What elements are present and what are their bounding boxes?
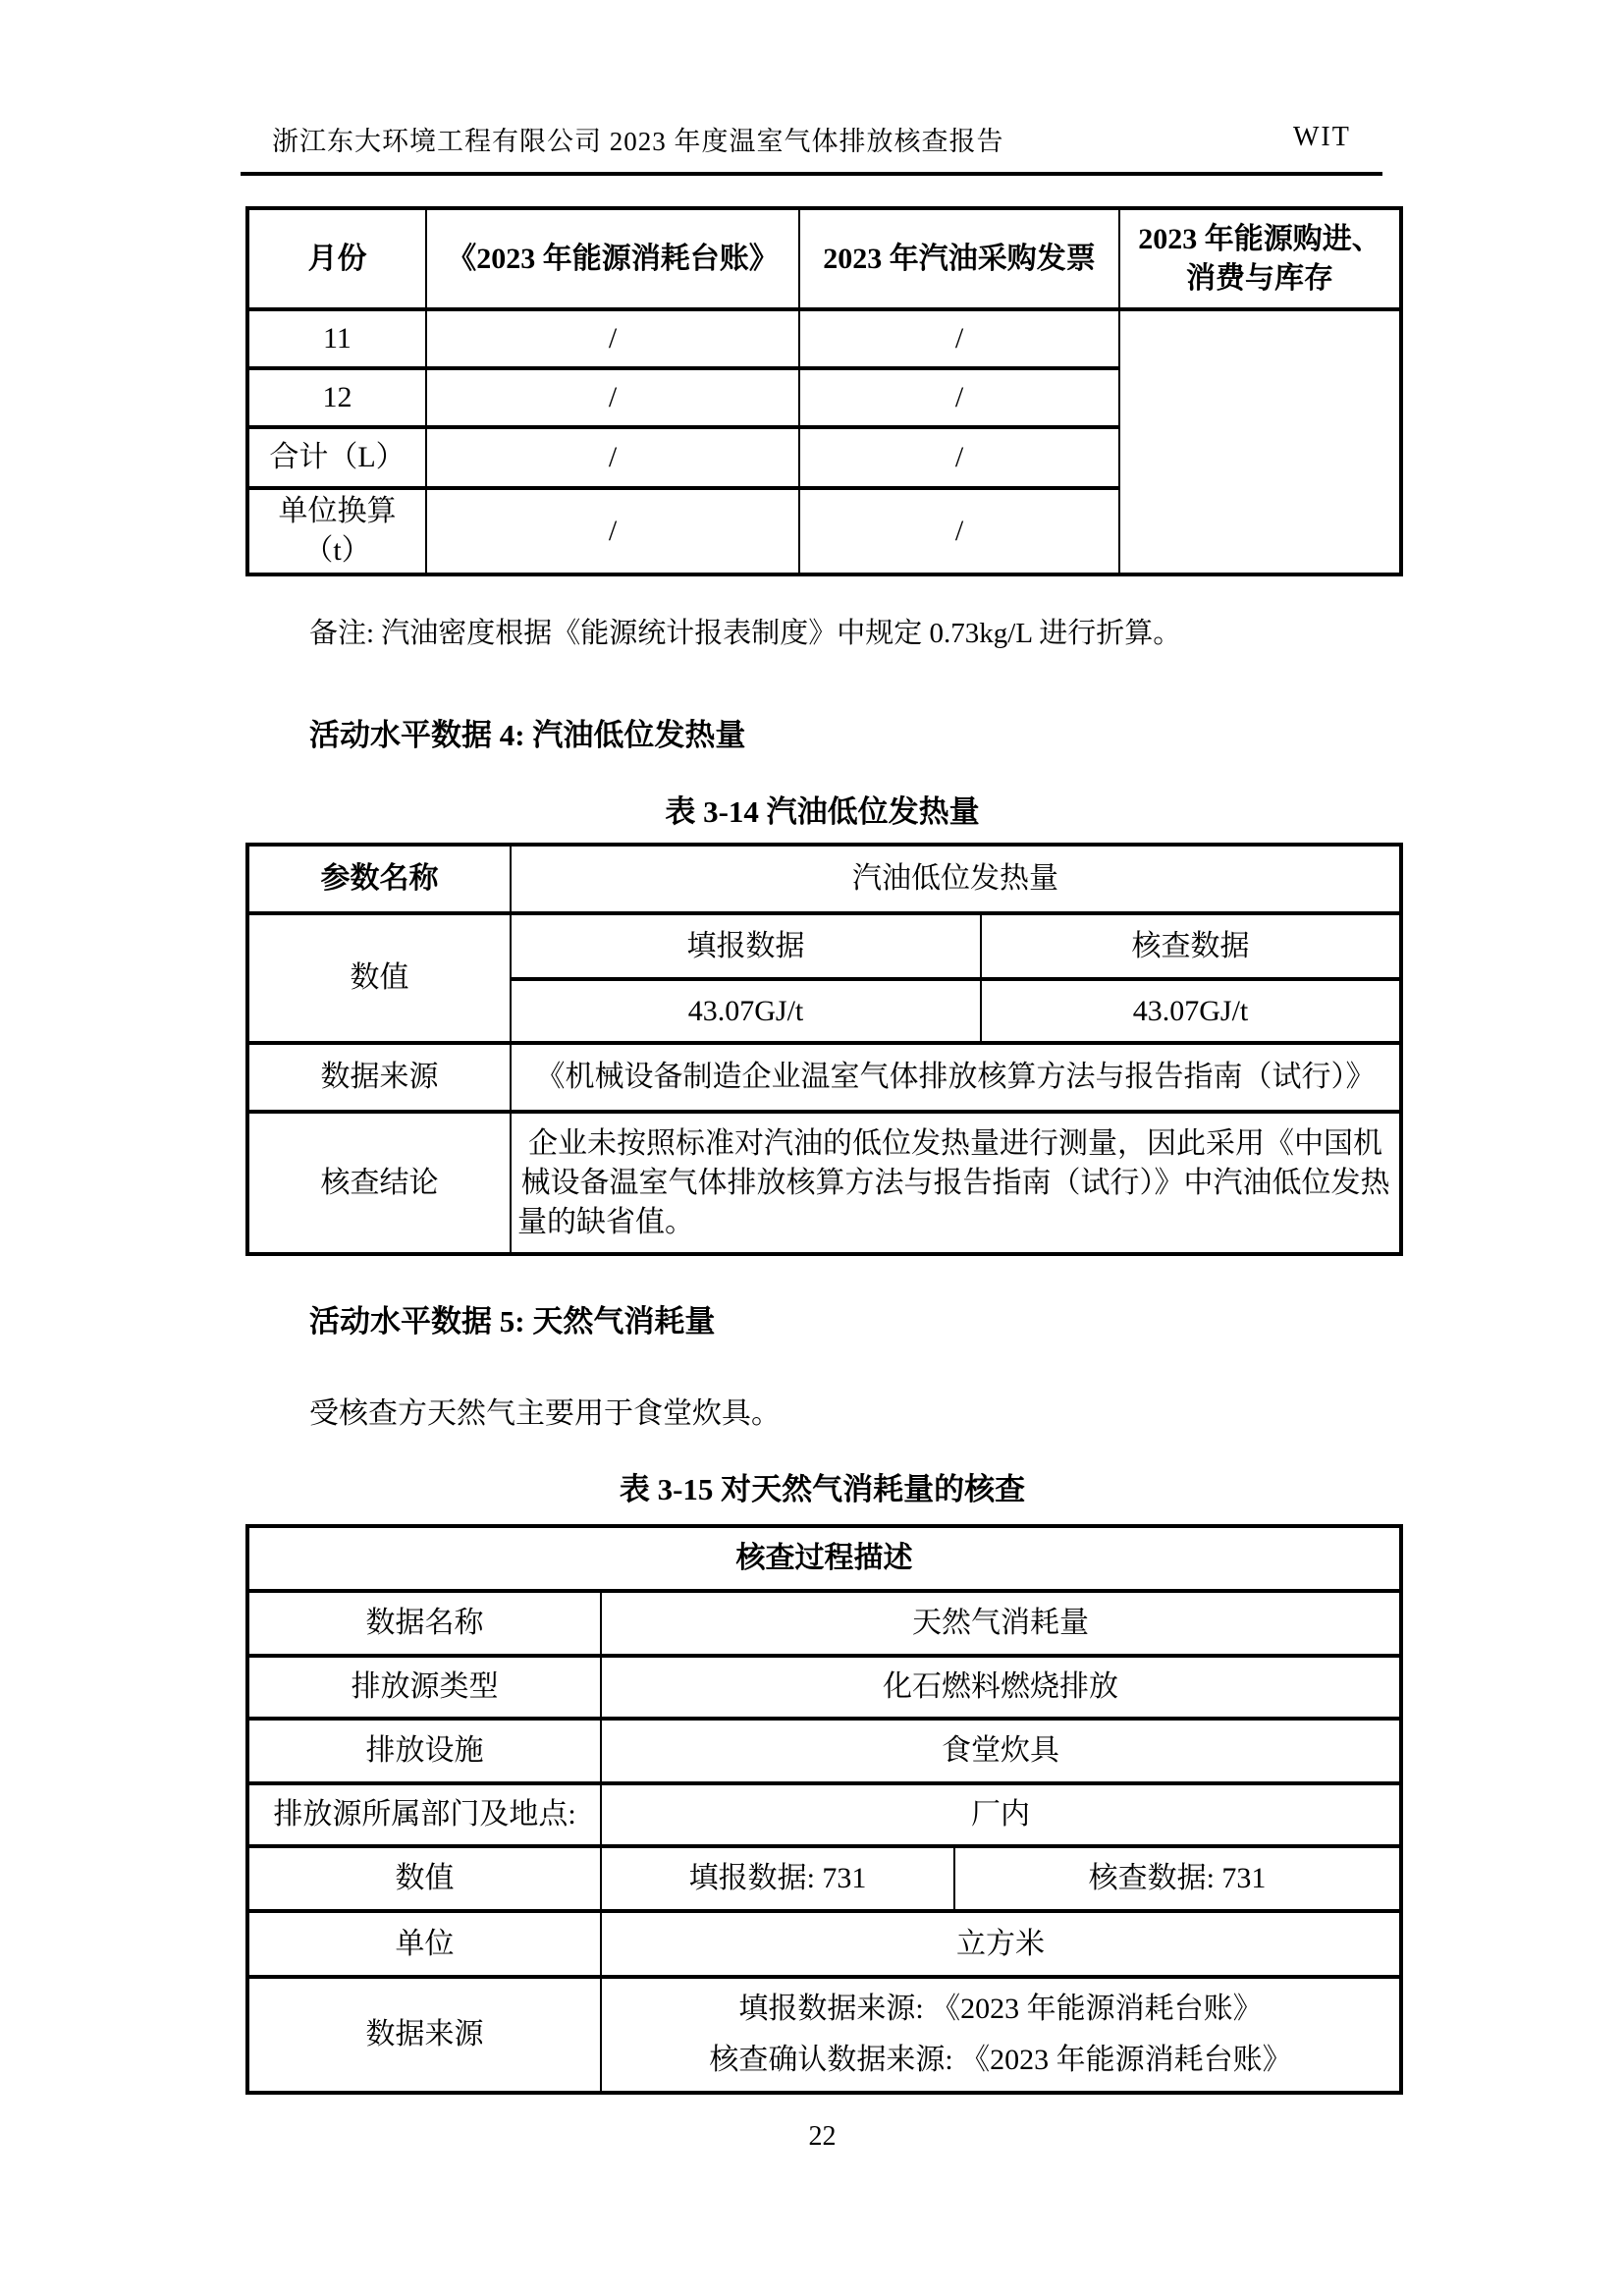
col-header-inventory-line2: 消费与库存 — [1186, 261, 1333, 295]
process-description-header: 核查过程描述 — [247, 1526, 1401, 1591]
unit-conversion-line1: 单位换算 — [278, 495, 397, 527]
table-3-15-title: 表 3-15 对天然气消耗量的核查 — [619, 1472, 1026, 1506]
emission-department-label: 排放源所属部门及地点: — [247, 1783, 601, 1846]
page-header-logo-text: WIT — [1293, 122, 1351, 152]
section-heading-activity-data-4: 活动水平数据 4: 汽油低位发热量 — [309, 718, 746, 752]
verified-data-value: 43.07GJ/t — [981, 979, 1401, 1043]
table-row — [247, 1043, 1401, 1112]
ledger-cell: / — [426, 309, 799, 368]
table-row — [247, 913, 1401, 979]
data-name-label: 数据名称 — [247, 1591, 601, 1656]
value-row-label: 数值 — [247, 913, 511, 1043]
table-row — [247, 1783, 1401, 1846]
verified-value-cell: 核查数据: 731 — [954, 1846, 1401, 1911]
emission-facility-value: 食堂炊具 — [601, 1719, 1401, 1783]
table-row — [247, 1591, 1401, 1656]
col-header-ledger: 《2023 年能源消耗台账》 — [426, 208, 799, 309]
page-number: 22 — [808, 2121, 837, 2152]
table-header-row — [247, 208, 1401, 309]
section5-paragraph: 受核查方天然气主要用于食堂炊具。 — [309, 1397, 781, 1430]
page-header-title: 浙江东大环境工程有限公司 2023 年度温室气体排放核查报告 — [272, 127, 1004, 156]
table-header-row — [247, 1526, 1401, 1591]
unit-label: 单位 — [247, 1911, 601, 1977]
reported-data-label: 填报数据 — [511, 913, 981, 979]
table-3-14-title: 表 3-14 汽油低位发热量 — [665, 794, 980, 829]
reported-data-value: 43.07GJ/t — [511, 979, 981, 1043]
table-row — [247, 1656, 1401, 1719]
col-header-inventory-line1: 2023 年能源购进、 — [1138, 222, 1381, 255]
verified-data-label: 核查数据 — [981, 913, 1401, 979]
header-rule — [241, 172, 1382, 176]
ledger-cell: / — [426, 368, 799, 427]
month-cell: 12 — [247, 368, 426, 427]
table-row — [247, 1911, 1401, 1977]
table-row — [247, 1977, 1401, 2093]
data-source-label: 数据来源 — [247, 1977, 601, 2093]
data-source-label: 数据来源 — [247, 1043, 511, 1112]
param-name-value: 汽油低位发热量 — [511, 845, 1401, 913]
emission-facility-label: 排放设施 — [247, 1719, 601, 1783]
emission-source-type-label: 排放源类型 — [247, 1656, 601, 1719]
invoice-cell: / — [799, 488, 1119, 574]
data-name-value: 天然气消耗量 — [601, 1591, 1401, 1656]
col-header-inventory — [1119, 208, 1401, 309]
data-source-value — [601, 1977, 1401, 2093]
gasoline-heating-value-table — [245, 843, 1403, 1256]
col-header-month: 月份 — [247, 208, 426, 309]
unit-conversion-label-cell — [247, 488, 426, 574]
natural-gas-verification-table — [245, 1524, 1403, 2095]
table-row — [247, 845, 1401, 913]
value-row-label: 数值 — [247, 1846, 601, 1911]
unit-value: 立方米 — [601, 1911, 1401, 1977]
unit-conversion-line2: （t） — [303, 534, 371, 567]
section-heading-activity-data-5: 活动水平数据 5: 天然气消耗量 — [309, 1304, 716, 1339]
table-row — [247, 309, 1401, 368]
table-row — [247, 1112, 1401, 1254]
emission-source-type-value: 化石燃料燃烧排放 — [601, 1656, 1401, 1719]
verified-source-line: 核查确认数据来源: 《2023 年能源消耗台账》 — [709, 2044, 1292, 2076]
ledger-cell: / — [426, 488, 799, 574]
reported-value-cell: 填报数据: 731 — [601, 1846, 954, 1911]
table-footnote: 备注: 汽油密度根据《能源统计报表制度》中规定 0.73kg/L 进行折算。 — [309, 618, 1182, 649]
emission-department-value: 厂内 — [601, 1783, 1401, 1846]
invoice-cell: / — [799, 368, 1119, 427]
invoice-cell: / — [799, 309, 1119, 368]
conclusion-value: 企业未按照标准对汽油的低位发热量进行测量，因此采用《中国机械设备温室气体排放核算方法与报告指南（试行）》中汽油低位发热量的缺省值。 — [511, 1112, 1401, 1254]
reported-source-line: 填报数据来源: 《2023 年能源消耗台账》 — [738, 1993, 1263, 2025]
total-label-cell: 合计（L） — [247, 427, 426, 488]
ledger-cell: / — [426, 427, 799, 488]
col-header-invoice: 2023 年汽油采购发票 — [799, 208, 1119, 309]
month-cell: 11 — [247, 309, 426, 368]
data-source-value: 《机械设备制造企业温室气体排放核算方法与报告指南（试行）》 — [511, 1043, 1401, 1112]
table-row — [247, 1719, 1401, 1783]
conclusion-label: 核查结论 — [247, 1112, 511, 1254]
gasoline-consumption-table — [245, 206, 1403, 576]
invoice-cell: / — [799, 427, 1119, 488]
inventory-merged-cell — [1119, 309, 1401, 574]
table-row — [247, 1846, 1401, 1911]
param-name-label: 参数名称 — [247, 845, 511, 913]
